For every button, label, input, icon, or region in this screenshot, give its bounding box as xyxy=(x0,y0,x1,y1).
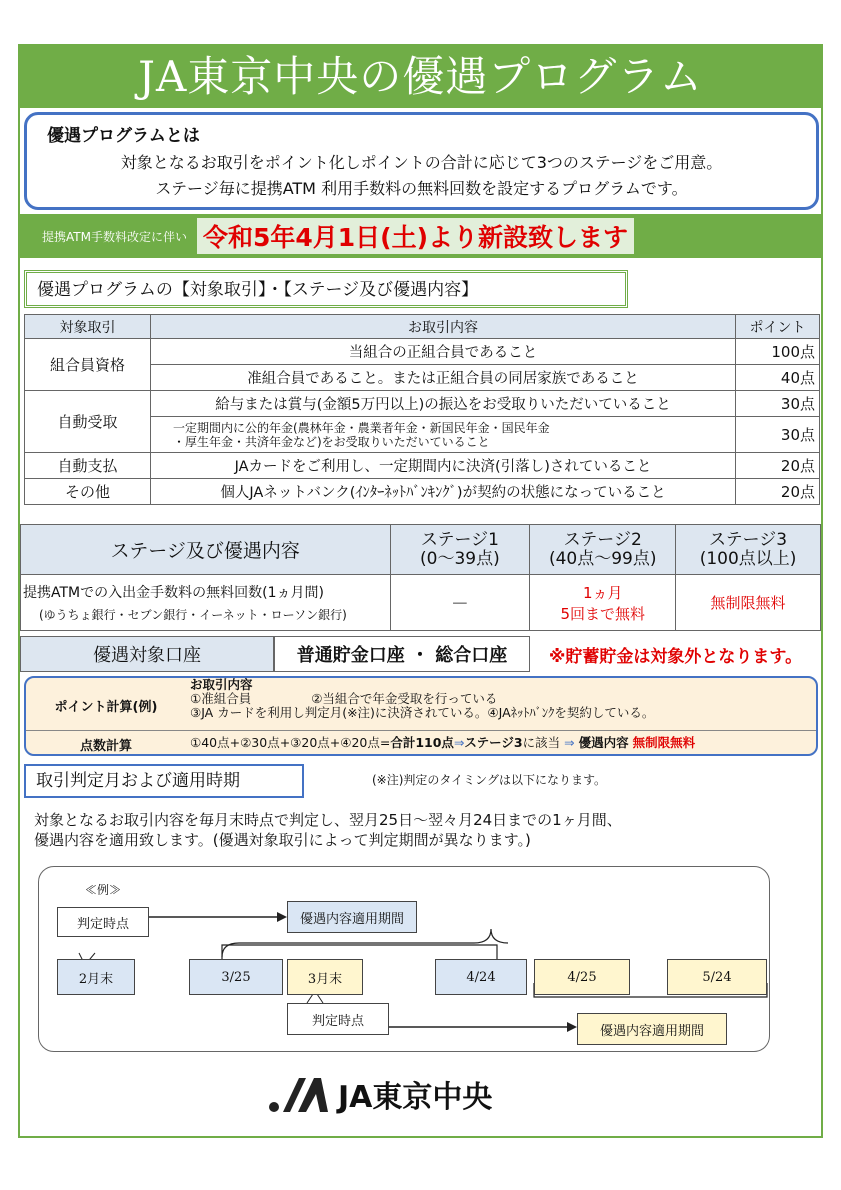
points-cell: 30点 xyxy=(736,417,820,453)
stage-3-value: 無制限無料 xyxy=(676,575,821,631)
formula-applies: に該当 xyxy=(522,735,561,750)
account-note: ※貯蓄貯金は対象外となります。 xyxy=(548,646,803,667)
description-line: 一定期間内に公的年金(農林年金・農業者年金・新国民年金・国民年金 xyxy=(173,420,550,435)
stage-2-value xyxy=(530,575,676,631)
description-cell xyxy=(151,417,736,453)
intro-line-2: ステージ毎に提携ATM 利用手数料の無料回数を設定するプログラムです。 xyxy=(155,179,688,198)
banner-large-text: 令和5年4月1日(土)より新設致します xyxy=(197,218,634,254)
date-box: 4/24 xyxy=(435,959,527,995)
points-cell: 30点 xyxy=(736,391,820,417)
intro-heading: 優遇プログラムとは xyxy=(47,126,200,146)
benefit-label xyxy=(21,575,391,631)
stage-2-value-line: 5回まで無料 xyxy=(560,604,645,623)
apply-period-1: 優遇内容適用期間 xyxy=(287,901,417,933)
calc-title: お取引内容 xyxy=(190,677,253,692)
formula-benefit: 無制限無料 xyxy=(632,735,696,750)
description-cell: 准組合員であること。または正組合員の同居家族であること xyxy=(151,365,736,391)
judge-point-1: 判定時点 xyxy=(57,907,149,937)
calc-item: ③JA カードを利用し判定月(※注)に決済されている。④JAﾈｯﾄﾊﾞﾝｸを契約している。 xyxy=(190,705,655,720)
stage-3-name: ステージ3 xyxy=(708,529,788,550)
ja-logo-text: JA東京中央 xyxy=(338,1080,493,1115)
description-cell: 個人JAネットバンク(ｲﾝﾀｰﾈｯﾄﾊﾞﾝｷﾝｸﾞ)が契約の状態になっていること xyxy=(151,479,736,505)
stage-3-range: (100点以上) xyxy=(699,548,797,569)
date-box: 2月末 xyxy=(57,959,135,995)
calc-item: ②当組合で年金受取を行っている xyxy=(311,691,498,706)
divider xyxy=(26,730,818,731)
arrow-icon: ⇒ xyxy=(453,735,465,750)
category-cell: その他 xyxy=(25,479,151,505)
table-row xyxy=(21,575,821,631)
description-line: ・厚生年金・共済年金など)をお受取りいただいていること xyxy=(173,434,490,449)
table-header-row xyxy=(25,315,820,339)
table-header: ポイント xyxy=(736,315,820,339)
table-row xyxy=(25,391,820,417)
stage-2-header xyxy=(530,525,676,575)
calc-score-label: 点数計算 xyxy=(79,739,132,754)
apply-period-2: 優遇内容適用期間 xyxy=(577,1013,727,1045)
stages-table xyxy=(20,524,821,631)
stage-1-value: － xyxy=(390,575,530,631)
announcement-banner xyxy=(20,214,821,258)
ja-logo xyxy=(268,1072,492,1116)
points-cell: 40点 xyxy=(736,365,820,391)
stage-1-name: ステージ1 xyxy=(420,529,499,550)
date-box: 3月末 xyxy=(287,959,363,995)
transactions-table xyxy=(24,314,820,505)
formula-text: ①40点+②30点+③20点+④20点= xyxy=(190,735,391,750)
table-header: お取引内容 xyxy=(151,315,736,339)
page-title: JA東京中央の優遇プログラム xyxy=(20,46,821,108)
date-box: 5/24 xyxy=(667,959,767,995)
paragraph-line: 対象となるお取引内容を毎月末時点で判定し、翌月25日～翌々月24日までの1ヶ月間、 xyxy=(34,811,622,829)
timing-diagram xyxy=(38,866,770,1052)
diagram-example-label: ≪例≫ xyxy=(85,883,122,897)
stage-1-header xyxy=(390,525,530,575)
account-row xyxy=(20,636,821,672)
stage-2-range: (40点～99点) xyxy=(548,548,657,569)
point-calculation-box xyxy=(24,676,818,756)
formula-benefit-label: 優遇内容 xyxy=(578,735,629,750)
benefit-label-banks: (ゆうちょ銀行・セブン銀行・イーネット・ローソン銀行) xyxy=(39,608,347,622)
paragraph-line: 優遇内容を適用致します。(優遇対象取引によって判定期間が異なります。) xyxy=(34,831,531,849)
table-row xyxy=(25,339,820,365)
account-value: 普通貯金口座 ・ 総合口座 xyxy=(274,636,530,672)
intro-box xyxy=(24,112,819,210)
table-row xyxy=(25,479,820,505)
stage-1-range: (0～39点) xyxy=(420,548,500,569)
formula-total: 合計110点 xyxy=(390,735,454,750)
formula-stage: ステージ3 xyxy=(464,735,523,750)
timing-note: (※注)判定のタイミングは以下になります。 xyxy=(372,773,606,787)
intro-line-1: 対象となるお取引をポイント化しポイントの合計に応じて3つのステージをご用意。 xyxy=(120,153,723,172)
account-label: 優遇対象口座 xyxy=(20,636,274,672)
section-heading-program: 優遇プログラムの【対象取引】・【ステージ及び優遇内容】 xyxy=(24,270,628,308)
calc-item: ①准組合員 xyxy=(190,691,252,706)
intro-text xyxy=(39,150,804,202)
points-cell: 20点 xyxy=(736,453,820,479)
calc-example-label: ポイント計算(例) xyxy=(54,700,158,715)
stage-2-value-line: 1ヵ月 xyxy=(582,583,623,602)
calc-items-line xyxy=(190,692,654,706)
table-row xyxy=(25,453,820,479)
description-cell: 給与または賞与(金額5万円以上)の振込をお受取りいただいていること xyxy=(151,391,736,417)
banner-small-text: 提携ATM手数料改定に伴い xyxy=(42,229,187,244)
description-cell: 当組合の正組合員であること xyxy=(151,339,736,365)
table-header: 対象取引 xyxy=(25,315,151,339)
stages-header: ステージ及び優遇内容 xyxy=(21,525,391,575)
points-cell: 100点 xyxy=(736,339,820,365)
timing-paragraph xyxy=(34,810,622,850)
ja-logo-icon xyxy=(268,1074,330,1114)
calc-details xyxy=(190,678,654,720)
date-box: 4/25 xyxy=(534,959,630,995)
benefit-label-line: 提携ATMでの入出金手数料の無料回数(1ヵ月間) xyxy=(23,585,324,601)
stage-2-name: ステージ2 xyxy=(563,529,642,550)
section-heading-timing: 取引判定月および適用時期 xyxy=(24,764,304,798)
category-cell: 組合員資格 xyxy=(25,339,151,391)
category-cell: 自動受取 xyxy=(25,391,151,453)
arrow-icon: ⇒ xyxy=(564,735,575,750)
table-header-row xyxy=(21,525,821,575)
category-cell: 自動支払 xyxy=(25,453,151,479)
stage-3-header xyxy=(676,525,821,575)
judge-point-2: 判定時点 xyxy=(287,1003,389,1035)
calc-formula xyxy=(190,736,695,750)
points-cell: 20点 xyxy=(736,479,820,505)
date-box: 3/25 xyxy=(189,959,283,995)
description-cell: JAカードをご利用し、一定期間内に決済(引落し)されていること xyxy=(151,453,736,479)
